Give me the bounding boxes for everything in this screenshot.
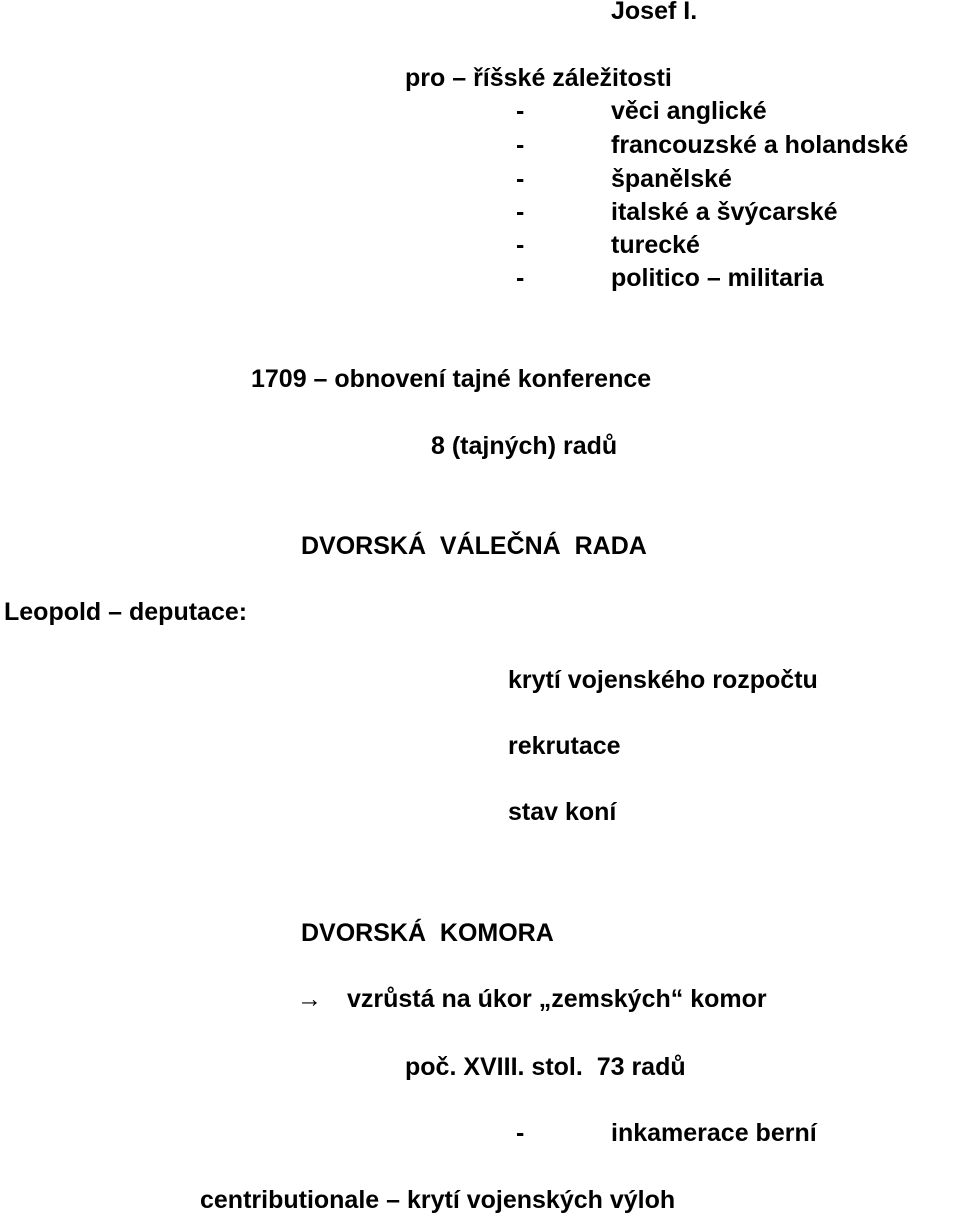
chamber-count: poč. XVIII. stol. 73 radů [405,1053,686,1081]
list-dash: - [516,131,525,159]
list-dash: - [516,264,525,292]
list-item-label: italské a švýcarské [611,198,838,226]
chamber-heading: DVORSKÁ KOMORA [301,919,554,947]
leopold-deputation: Leopold – deputace: [4,598,248,626]
councils-count: 8 (tajných) radů [431,432,618,460]
list-dash: - [516,231,525,259]
section-subtitle: pro – říšské záležitosti [405,64,672,92]
list-item-label: politico – militaria [611,264,824,292]
list-item-label: turecké [611,231,700,259]
list-item: krytí vojenského rozpočtu [508,666,818,694]
list-dash: - [516,97,525,125]
war-council-heading: DVORSKÁ VÁLEČNÁ RADA [301,532,647,560]
list-item: stav koní [508,798,617,826]
list-item-label: francouzské a holandské [611,131,909,159]
list-item-label: španělské [611,165,732,193]
list-item: rekrutace [508,732,621,760]
list-dash: - [516,198,525,226]
list-item-label: věci anglické [611,97,767,125]
list-dash: - [516,165,525,193]
conference-line: 1709 – obnovení tajné konference [251,365,652,393]
list-dash: - [516,1119,525,1147]
incameration: inkamerace berní [611,1119,817,1147]
contributionale-line: centributionale – krytí vojenských výloh [200,1186,676,1214]
page-title: Josef I. [611,0,698,25]
chamber-growth: vzrůstá na úkor „zemských“ komor [347,985,767,1013]
right-arrow-icon: → [297,985,322,1013]
